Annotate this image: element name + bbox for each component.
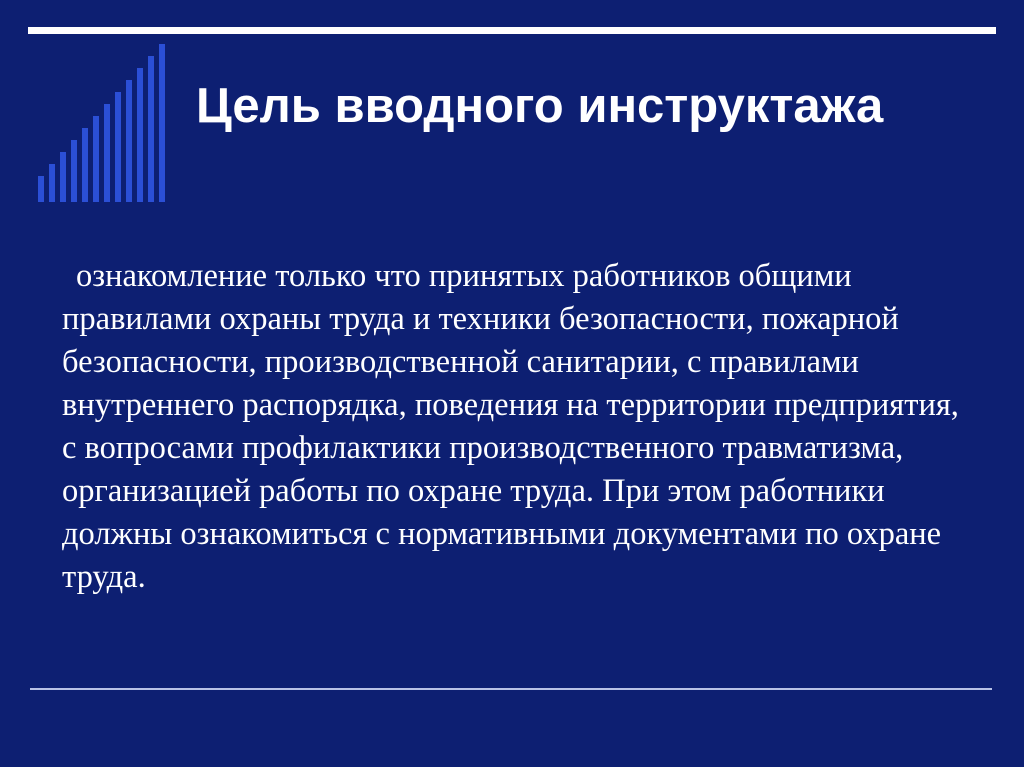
decorative-bar-7 [104, 104, 110, 202]
decorative-bar-11 [148, 56, 154, 202]
decorative-bar-1 [38, 176, 44, 202]
decorative-bar-10 [137, 68, 143, 202]
decorative-bar-12 [159, 44, 165, 202]
decorative-bar-8 [115, 92, 121, 202]
decorative-bar-4 [71, 140, 77, 202]
page-title: Цель вводного инструктажа [196, 78, 884, 133]
decorative-bar-2 [49, 164, 55, 202]
decorative-bar-3 [60, 152, 66, 202]
top-divider [28, 27, 996, 34]
decorative-bar-5 [82, 128, 88, 202]
bar-fan-graphic [38, 42, 178, 202]
decorative-bar-9 [126, 80, 132, 202]
decorative-bar-6 [93, 116, 99, 202]
bottom-divider [30, 688, 992, 690]
slide-body-text: ознакомление только что принятых работников общими правилами охраны труда и техники безопасности, пожарной безопасности, производственной санитарии, с правилами внутреннего распорядка, поведения на территории предприятия, с вопросами профилактики производственного травматизма, организацией работы по охране труда. При этом работники должны ознакомиться с нормативными документами по охране труда. [62, 257, 959, 595]
